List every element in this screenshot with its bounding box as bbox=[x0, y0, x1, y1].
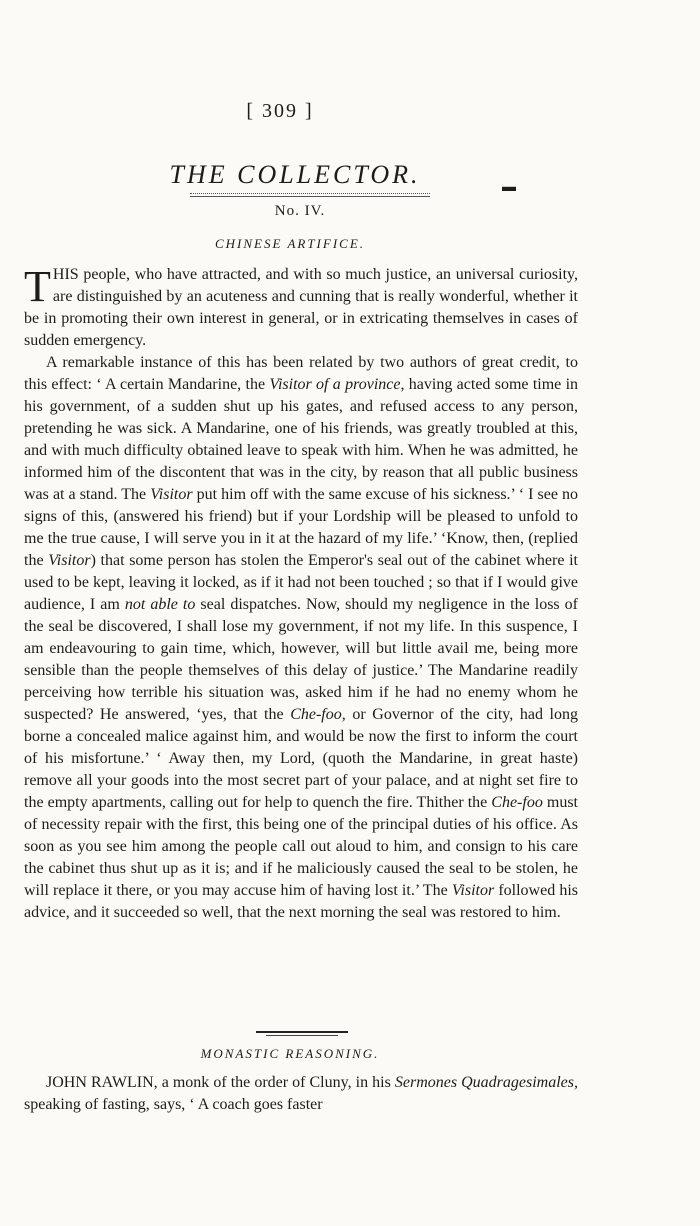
ornament-mark: ▬ bbox=[502, 180, 516, 195]
italic-run: Sermones Quadragesimales, bbox=[394, 1074, 579, 1091]
text-run: A remarkable instance of this has been related by two authors of great credit, to this effect: ‘ A certain Mandarine, the bbox=[24, 354, 578, 393]
italic-run: Visitor bbox=[48, 552, 91, 569]
text-run: JOHN RAWLIN, a monk of the order of Cluny, in his bbox=[46, 1074, 395, 1091]
italic-run: Visitor of a province, bbox=[269, 376, 405, 393]
paragraph-1 bbox=[24, 264, 578, 352]
section-divider bbox=[256, 1031, 348, 1033]
text-run: speaking of fasting, says, ‘ A coach goes faster bbox=[24, 1096, 323, 1113]
title-rule bbox=[190, 193, 430, 197]
text-run: or Governor of the city, had long borne a concealed malice against him, and would be now the first to inform the court of his misfortune.’ ‘ Away then, my Lord, (quoth the Mandarine, in great haste) remove all your goods into the most secret part of your palace, and at night set fire to the empty apartments, calling out for help to quench the fire. Thither the bbox=[24, 706, 578, 811]
text-run: followed his advice, and it succeeded so well, that the next morning the seal was restored to him. bbox=[24, 882, 578, 921]
italic-run: Visitor bbox=[150, 486, 193, 503]
page-number: [ 309 ] bbox=[246, 100, 314, 122]
text-run: having acted some time in his government, of a sudden shut up his gates, and refused access to any person, pretending he was sick. A Mandarine, one of his friends, was greatly troubled at this, and with much difficulty obtained leave to speak with him. When he was admitted, he informed him of the discontent that was in the city, by reason that all public business was at a stand. The bbox=[24, 376, 579, 503]
italic-run: Visitor bbox=[451, 882, 495, 899]
section-chinese-artifice bbox=[24, 264, 578, 924]
text-run: put him off with the same excuse of his sickness.’ ‘ I see no signs of this, (answered his friend) but if your Lordship will be pleased to unfold to me the true cause, I will serve you in it at the hazard of my life.’ ‘Know, then, (replied the bbox=[24, 486, 579, 569]
italic-run: not able to bbox=[124, 596, 196, 613]
italic-run: Che-foo bbox=[491, 794, 543, 811]
text-run: seal dispatches. Now, should my negligence in the loss of the seal be discovered, I shall lose my government, if not my life. In this suspence, I am endeavouring to gain time, which, however, will but little avail me, being more sensible than the people themselves of this delay of justice.’ The Mandarine readily perceiving how terrible his situation was, asked him if he had no enemy whom he suspected? He answered, ‘yes, that the bbox=[24, 596, 579, 723]
number-heading: No. IV. bbox=[274, 203, 326, 219]
paragraph-2 bbox=[24, 352, 578, 924]
text-run: ) that some person has stolen the Emperor's seal out of the cabinet where it used to be kept, leaving it locked, as if it had not been touched ; so that if I would give audience, I am bbox=[24, 552, 579, 613]
section-monastic-reasoning bbox=[24, 1072, 578, 1116]
text-run: must of necessity repair with the first, this being one of the principal duties of his office. As soon as you see him among the people call out aloud to him, and consign to his care the cabinet thus shut up as it is; and if he maliciously caused the seal to be stolen, he will replace it there, or you may accuse him of having lost it.’ The bbox=[24, 794, 578, 899]
running-title: THE COLLECTOR. bbox=[169, 160, 421, 189]
italic-run: Che-foo, bbox=[290, 706, 346, 723]
paragraph-3 bbox=[24, 1072, 578, 1116]
section-heading-monastic-reasoning: MONASTIC REASONING. bbox=[200, 1046, 380, 1061]
paragraph-1-text: HIS people, who have attracted, and with so much justice, an universal curiosity, are distinguished by an acuteness and cunning that is really wonderful, whether it be in promoting their own interest in general, or in extricating themselves in cases of sudden emergency. bbox=[24, 266, 578, 349]
dropcap: T bbox=[24, 262, 51, 311]
section-heading-chinese-artifice: CHINESE ARTIFICE. bbox=[214, 236, 366, 251]
